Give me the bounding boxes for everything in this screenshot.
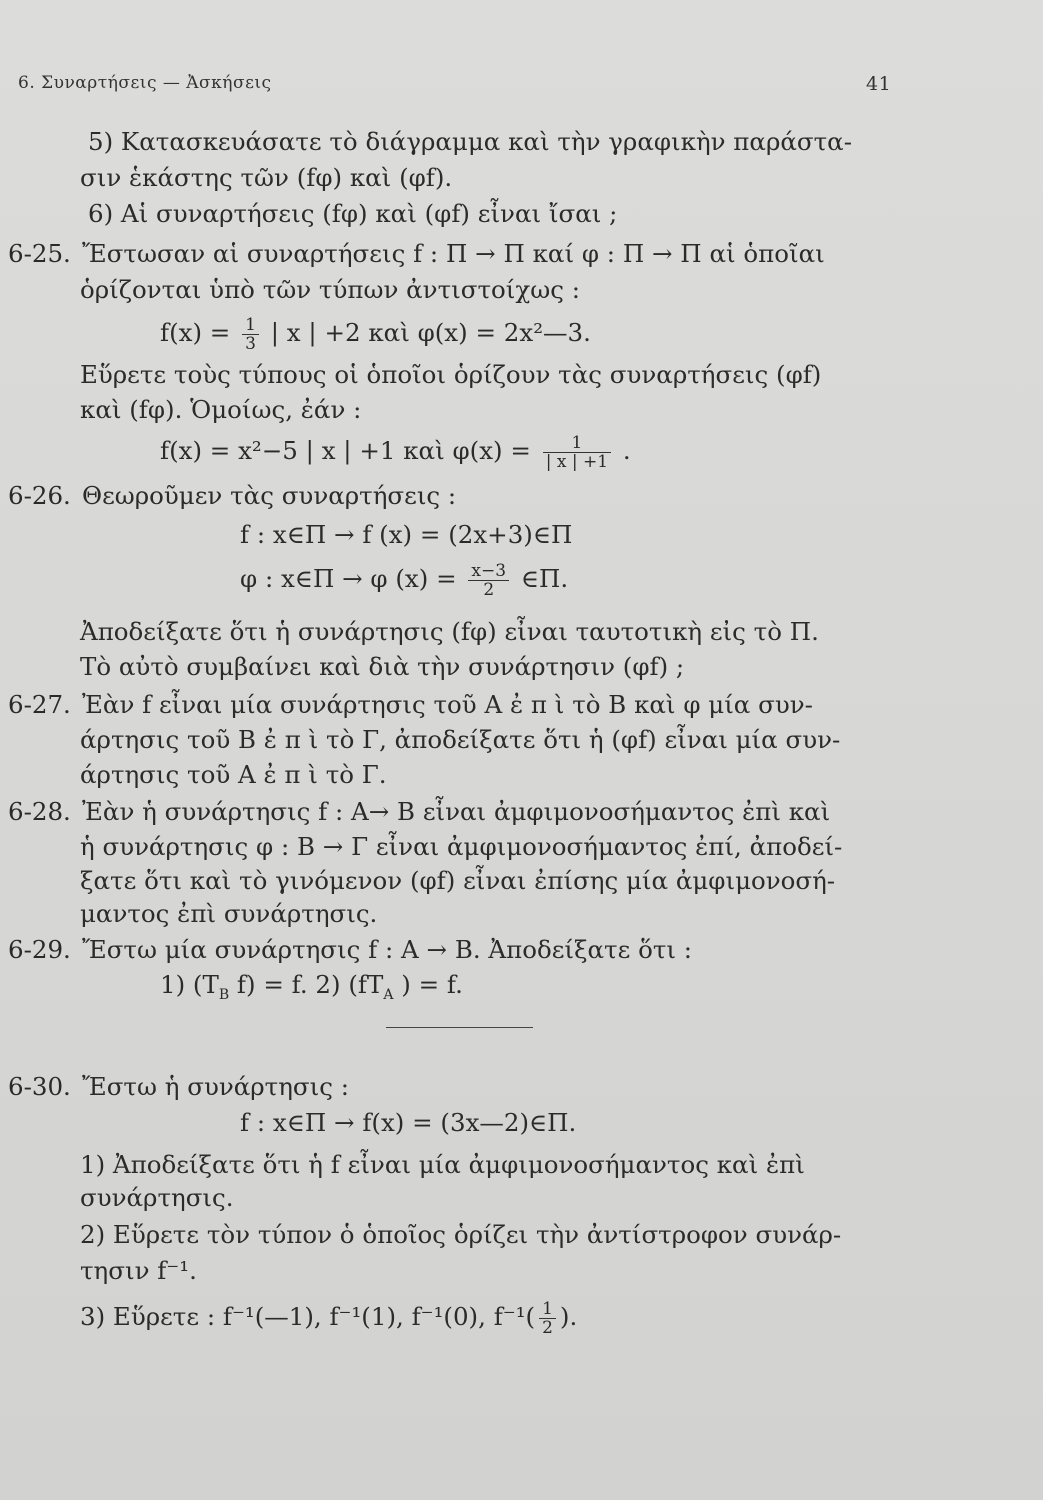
formula-part: ∈Π. <box>520 564 569 593</box>
text-line: ἡ συνάρτησις φ : Β → Γ εἶναι ἀμφιμονοσήμαντος ἐπί, ἀποδεί- <box>80 832 843 861</box>
fraction <box>539 1300 556 1337</box>
exercise-number: 6-26. <box>8 481 71 510</box>
text-line: τησιν f⁻¹. <box>80 1256 197 1285</box>
subscript: B <box>218 986 230 1003</box>
exercise-number: 6-30. <box>8 1072 71 1101</box>
text-line: ὁρίζονται ὑπὸ τῶν τύπων ἀντιστοίχως : <box>80 275 580 304</box>
formula <box>240 562 568 599</box>
formula: f : x∈Π → f (x) = (2x+3)∈Π <box>240 520 573 549</box>
page-number: 41 <box>866 73 892 95</box>
exercise-number: 6-25. <box>8 239 71 268</box>
formula <box>160 434 631 471</box>
text-line: μαντος ἐπὶ συνάρτησις. <box>80 899 378 928</box>
text-line: Θεωροῦμεν τὰς συναρτήσεις : <box>82 481 457 510</box>
text-line: άρτησις τοῦ Β ἐ π ὶ τὸ Γ, ἀποδείξατε ὅτι ἡ (φf) εἶναι μία συν- <box>80 725 841 754</box>
text-line: συνάρτησις. <box>80 1183 234 1212</box>
denominator: 3 <box>245 334 256 354</box>
text-line: 6) Αἱ συναρτήσεις (fφ) καὶ (φf) εἶναι ἴσαι ; <box>88 199 618 228</box>
formula <box>160 970 463 1010</box>
text-line: 2) Εὕρετε τὸν τύπον ὁ ὁποῖος ὁρίζει τὴν ἀντίστροφον συνάρ- <box>80 1220 842 1249</box>
text-line: σιν ἑκάστης τῶν (fφ) καὶ (φf). <box>80 163 453 192</box>
formula-part: . <box>622 436 631 465</box>
text-line: Ἐὰν ἡ συνάρτησις f : Α→ Β εἶναι ἀμφιμονοσήμαντος ἐπὶ καὶ <box>82 797 831 826</box>
subscript: A <box>383 986 394 1003</box>
formula: f : x∈Π → f(x) = (3x—2)∈Π. <box>240 1108 577 1137</box>
numerator: x−3 <box>468 562 509 581</box>
text-line: Τὸ αὐτὸ συμβαίνει καὶ διὰ τὴν συνάρτησιν (φf) ; <box>80 652 685 681</box>
exercise-number: 6-28. <box>8 797 71 826</box>
fraction <box>543 434 611 471</box>
denominator: 2 <box>542 1318 553 1338</box>
text-line: Εὕρετε τοὺς τύπους οἱ ὁποῖοι ὁρίζουν τὰς συναρτήσεις (φf) <box>80 360 822 389</box>
formula-part: ) = f. <box>393 970 463 999</box>
text-line: άρτησις τοῦ Α ἐ π ὶ τὸ Γ. <box>80 760 387 789</box>
fraction <box>242 316 259 353</box>
text-line: Ἔστω ἡ συνάρτησις : <box>82 1072 349 1101</box>
text-line: ξατε ὅτι καὶ τὸ γινόμενον (φf) εἶναι ἐπίσης μία ἀμφιμονοσή- <box>80 866 836 895</box>
formula-part: | x | +2 καὶ φ(x) = 2x²—3. <box>270 318 591 347</box>
fraction <box>468 562 509 599</box>
formula-part: f(x) = <box>160 318 231 347</box>
formula-part: ). <box>559 1302 578 1331</box>
formula-part: f) = f. 2) (fT <box>229 970 384 999</box>
text-line: Ἔστω μία συνάρτησις f : Α → Β. Ἀποδείξατε ὅτι : <box>82 935 693 964</box>
exercise-number: 6-27. <box>8 690 71 719</box>
formula-part: 1) (T <box>160 970 219 999</box>
formula <box>80 1300 577 1337</box>
exercise-number: 6-29. <box>8 935 71 964</box>
running-header: 6. Συναρτήσεις — Ἀσκήσεις <box>18 73 272 93</box>
text-line: Ἔστωσαν αἱ συναρτήσεις f : Π → Π καί φ : Π → Π αἱ ὁποῖαι <box>82 239 825 268</box>
numerator: 1 <box>242 316 259 335</box>
numerator: 1 <box>539 1300 556 1319</box>
section-divider <box>386 1027 533 1028</box>
text-line: Ἀποδείξατε ὅτι ἡ συνάρτησις (fφ) εἶναι ταυτοτικὴ εἰς τὸ Π. <box>80 617 819 646</box>
numerator: 1 <box>543 434 611 453</box>
denominator: | x | +1 <box>545 452 609 472</box>
formula-part: 3) Εὕρετε : f⁻¹(—1), f⁻¹(1), f⁻¹(0), f⁻¹( <box>80 1302 536 1331</box>
formula-part: f(x) = x²−5 | x | +1 καὶ φ(x) = <box>160 436 531 465</box>
text-line: καὶ (fφ). Ὁμοίως, ἐάν : <box>80 395 362 424</box>
denominator: 2 <box>483 580 495 600</box>
text-line: 1) Ἀποδείξατε ὅτι ἡ f εἶναι μία ἀμφιμονοσήμαντος καὶ ἐπὶ <box>80 1150 805 1179</box>
formula <box>160 316 591 353</box>
formula-part: φ : x∈Π → φ (x) = <box>240 564 457 593</box>
text-line: Ἐὰν f εἶναι μία συνάρτησις τοῦ Α ἐ π ὶ τὸ Β καὶ φ μία συν- <box>82 690 813 719</box>
text-line: 5) Κατασκευάσατε τὸ διάγραμμα καὶ τὴν γραφικὴν παράστα- <box>88 127 852 156</box>
